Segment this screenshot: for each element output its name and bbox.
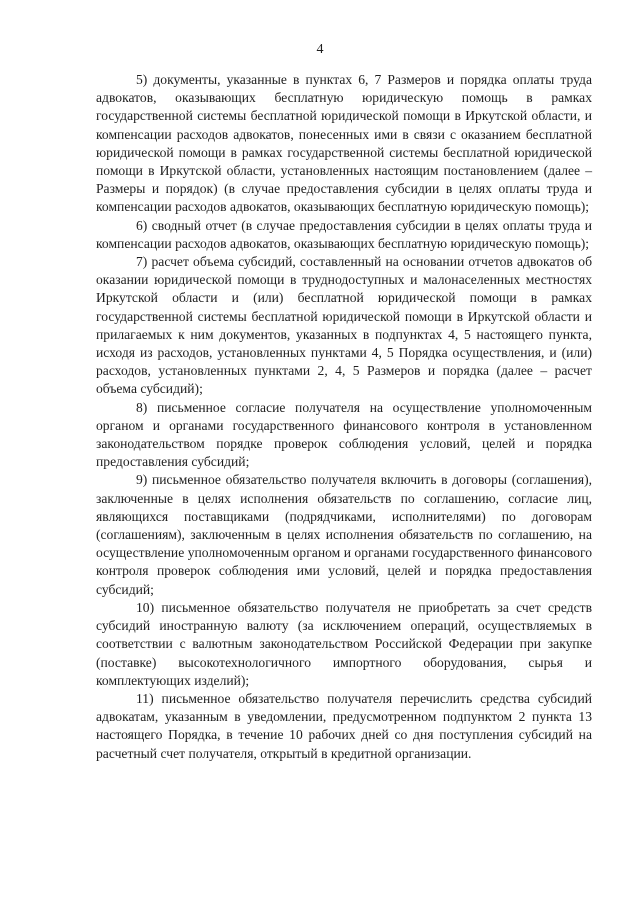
- paragraph-item-9: 9) письменное обязательство получателя включить в договоры (соглашения), заключенные в целях исполнения обязательств по соглашению, согласие лиц, являющихся поставщиками (подрядчиками, исполнителями) по договорам (соглашениям), заключенным в целях исполнения обязательств по соглашению, на осуществление уполномоченным органом и органами государственного финансового контроля проверок соблюдения ими условий, целей и порядка предоставления субсидий;: [96, 472, 592, 597]
- paragraph-item-10: 10) письменное обязательство получателя не приобретать за счет средств субсидий иностранную валюту (за исключением операций, осуществляемых в соответствии с валютным законодательством Российской Федерации при закупке (поставке) высокотехнологичного импортного оборудования, сырья и комплектующих изделий);: [96, 599, 592, 688]
- paragraph-item-5: 5) документы, указанные в пунктах 6, 7 Размеров и порядка оплаты труда адвокатов, оказывающих бесплатную юридическую помощь в рамках государственной системы бесплатной юридической помощи в Иркутской области, и компенсации расходов адвокатов, понесенных ими в связи с оказанием бесплатной юридической помощи в рамках государственной системы бесплатной юридической помощи в Иркутской области, установленных настоящим постановлением (далее – Размеры и порядок) (в случае предоставления субсидии в целях оплаты труда и компенсации расходов адвокатов, оказывающих бесплатную юридическую помощь);: [96, 72, 592, 215]
- document-body: [96, 71, 592, 763]
- paragraph-item-6: 6) сводный отчет (в случае предоставления субсидии в целях оплаты труда и компенсации расходов адвокатов, оказывающих бесплатную юридическую помощь);: [96, 217, 592, 251]
- paragraph-item-8: 8) письменное согласие получателя на осуществление уполномоченным органом и органами государственного финансового контроля в установленном законодательством порядке проверок соблюдения условий, целей и порядка предоставления субсидий;: [96, 399, 592, 470]
- page-number: 4: [316, 42, 324, 57]
- paragraph-item-11: 11) письменное обязательство получателя перечислить средства субсидий адвокатам, указанным в уведомлении, предусмотренном подпунктом 2 пункта 13 настоящего Порядка, в течение 10 рабочих дней со дня поступления субсидий на расчетный счет получателя, открытый в кредитной организации.: [96, 690, 592, 761]
- paragraph-item-7: 7) расчет объема субсидий, составленный на основании отчетов адвокатов об оказании юридической помощи в труднодоступных и малонаселенных местностях Иркутской области и (или) бесплатной юридической помощи в рамках государственной системы бесплатной юридической помощи в Иркутской области и прилагаемых к ним документов, указанных в подпунктах 4, 5 настоящего пункта, исходя из расходов, установленных пунктами 4, 5 Порядка осуществления, и (или) расходов, установленных пунктами 2, 4, 5 Размеров и порядка (далее – расчет объема субсидий);: [96, 254, 592, 397]
